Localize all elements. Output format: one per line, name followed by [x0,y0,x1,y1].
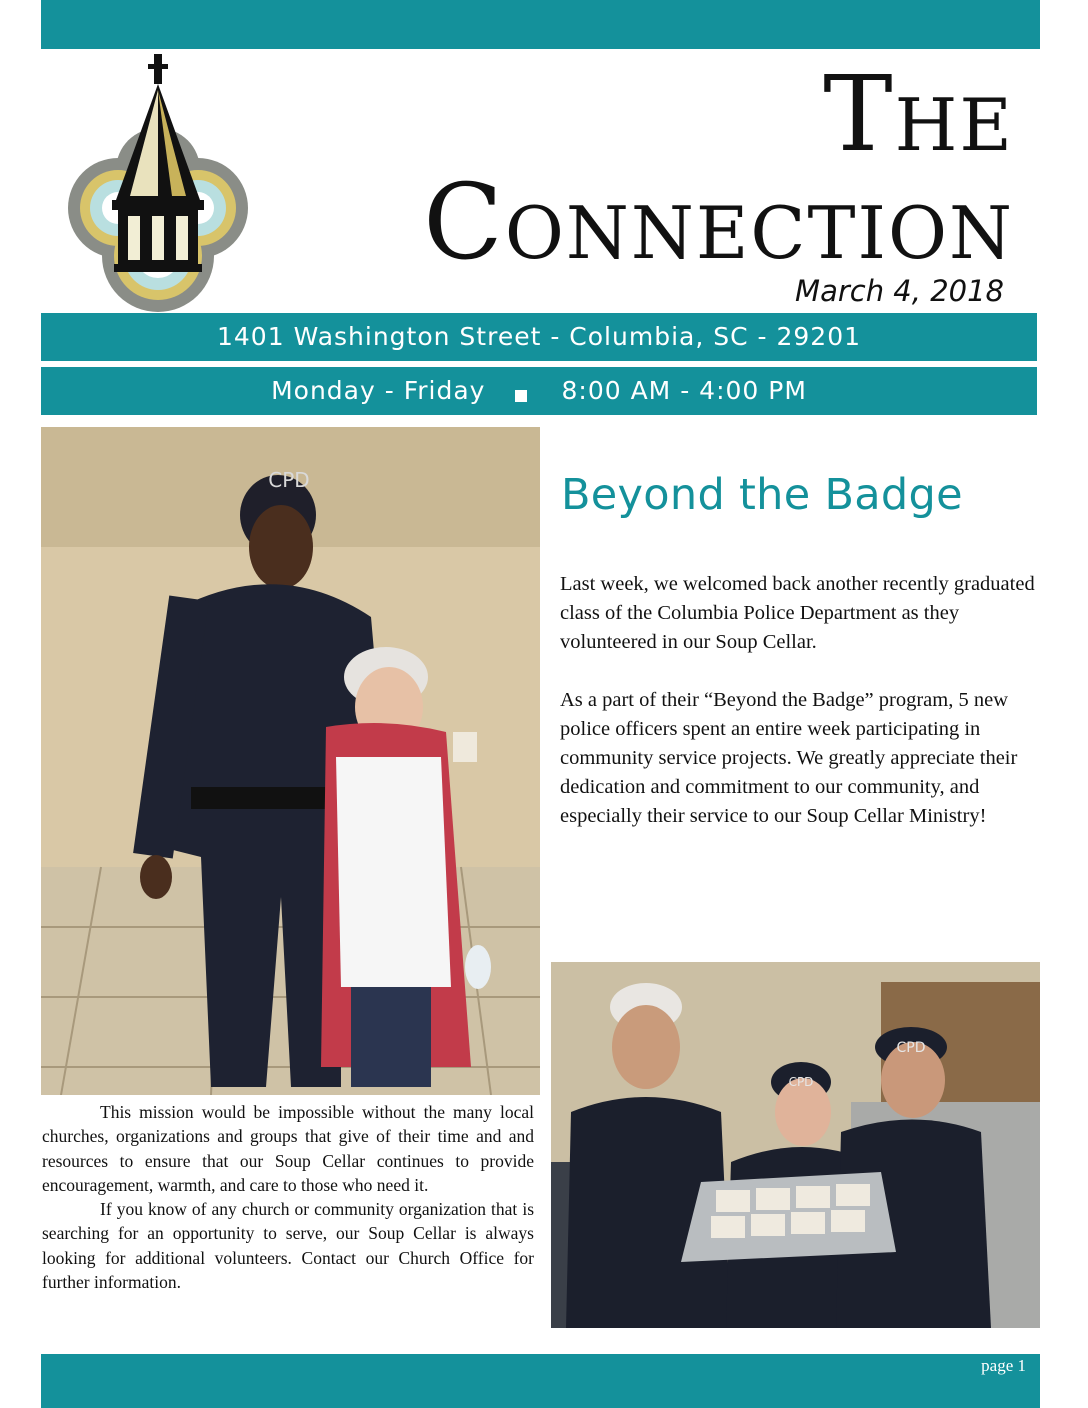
page-number: page 1 [981,1356,1026,1375]
address-text: 1401 Washington Street - Columbia, SC - 29201 [217,322,861,351]
article-body [560,570,1040,860]
hours-text: 8:00 AM - 4:00 PM [561,376,807,405]
masthead-title-the: THE [823,53,1014,175]
article-paragraph: Last week, we welcomed back another recently graduated class of the Columbia Police Department as they volunteered in our Soup Cellar. [560,573,1035,653]
square-bullet-icon [515,390,527,402]
photo2-cap2-text: CPD [896,1040,926,1056]
closing-text [42,1100,534,1294]
closing-paragraph: This mission would be impossible without the many local churches, organizations and groups that give of their time and and resources to ensure that our Soup Cellar continues to provide encouragement, warmth, and care to those who need it. [42,1102,534,1195]
article-paragraph: As a part of their “Beyond the Badge” program, 5 new police officers spent an entire week participating in community service projects. We greatly appreciate their dedication and commitment to our community, and especially their service to our Soup Cellar Ministry! [560,689,1018,827]
hours-band [41,367,1037,415]
photo2-cap1-text: CPD [788,1075,814,1089]
photo-officer-and-volunteer [41,427,540,1095]
closing-paragraph: If you know of any church or community organization that is searching for an opportunity to serve, our Soup Cellar is always looking for additional volunteers. Contact our Church Office for further information. [42,1199,534,1293]
article-headline: Beyond the Badge [561,470,963,520]
address-band [41,313,1037,361]
masthead-title-connection: CONNECTION [423,161,1014,283]
steeple-logo-icon [68,50,248,312]
issue-date: March 4, 2018 [795,274,1004,308]
photo1-cap-text: CPD [268,468,310,492]
days-text: Monday - Friday [271,376,486,405]
photo-officers-with-sandwiches [551,962,1040,1328]
top-teal-bar [41,0,1040,49]
bottom-teal-bar [41,1354,1040,1408]
